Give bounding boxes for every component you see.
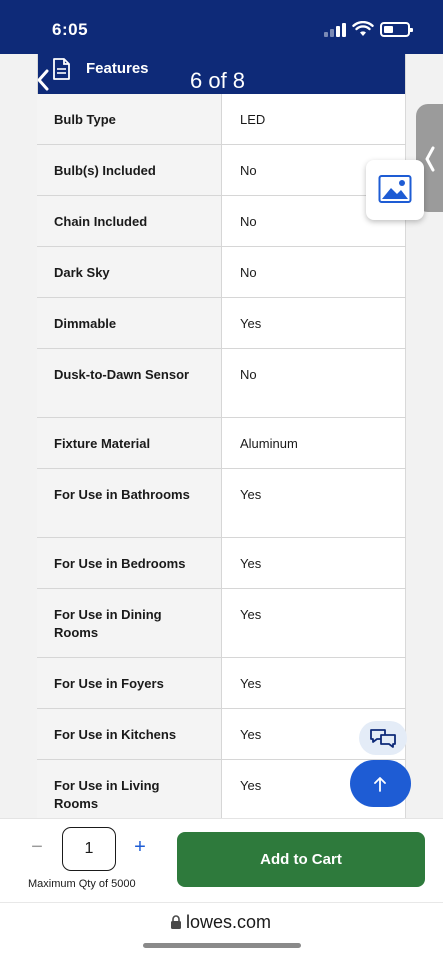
battery-icon bbox=[380, 22, 410, 37]
spec-key: For Use in Foyers bbox=[37, 658, 222, 708]
image-counter: 6 of 8 bbox=[190, 68, 246, 93]
chevron-left-icon[interactable] bbox=[424, 146, 436, 172]
spec-value: Yes bbox=[240, 316, 262, 331]
chat-icon[interactable] bbox=[369, 728, 397, 748]
table-row bbox=[37, 196, 406, 247]
table-row bbox=[37, 145, 406, 196]
document-icon bbox=[52, 58, 70, 80]
wifi-icon bbox=[352, 21, 374, 37]
spec-value: LED bbox=[240, 112, 266, 127]
spec-value: Yes bbox=[240, 556, 262, 571]
spec-key: Bulb(s) Included bbox=[37, 145, 222, 195]
spec-value: Yes bbox=[240, 778, 262, 793]
quantity-decrement-button[interactable]: − bbox=[31, 836, 43, 858]
image-icon[interactable] bbox=[378, 174, 412, 204]
table-row bbox=[37, 298, 406, 349]
table-row bbox=[37, 94, 406, 145]
table-row bbox=[37, 709, 406, 760]
lock-icon bbox=[170, 915, 182, 929]
table-row bbox=[37, 538, 406, 589]
home-indicator bbox=[143, 943, 301, 948]
status-time: 6:05 bbox=[52, 20, 89, 39]
table-row bbox=[37, 349, 406, 418]
modal-title: Features bbox=[86, 60, 149, 77]
spec-value: No bbox=[240, 367, 257, 382]
spec-key: For Use in Bathrooms bbox=[37, 469, 222, 537]
quantity-increment-button[interactable]: + bbox=[134, 836, 146, 858]
spec-key: For Use in Bedrooms bbox=[37, 538, 222, 588]
spec-key: Dusk-to-Dawn Sensor bbox=[37, 349, 222, 417]
spec-key: Bulb Type bbox=[37, 94, 222, 144]
spec-value: No bbox=[240, 214, 257, 229]
spec-key: Dark Sky bbox=[37, 247, 222, 297]
spec-value: Aluminum bbox=[240, 436, 298, 451]
table-row bbox=[37, 418, 406, 469]
spec-value: Yes bbox=[240, 676, 262, 691]
spec-key: For Use in Kitchens bbox=[37, 709, 222, 759]
spec-key: Fixture Material bbox=[37, 418, 222, 468]
table-row bbox=[37, 658, 406, 709]
spec-key: For Use in Dining Rooms bbox=[37, 589, 222, 657]
add-to-cart-button[interactable]: Add to Cart bbox=[177, 832, 425, 887]
max-quantity-label: Maximum Qty of 5000 bbox=[28, 878, 136, 890]
spec-table bbox=[37, 94, 406, 829]
cellular-signal-icon bbox=[324, 23, 346, 37]
spec-key: For Use in Living Rooms bbox=[37, 760, 222, 828]
spec-value: No bbox=[240, 265, 257, 280]
table-row bbox=[37, 469, 406, 538]
table-row bbox=[37, 247, 406, 298]
url-text[interactable]: lowes.com bbox=[186, 912, 272, 932]
arrow-up-icon[interactable] bbox=[370, 774, 390, 794]
spec-value: No bbox=[240, 163, 257, 178]
spec-value: Yes bbox=[240, 727, 262, 742]
table-row bbox=[37, 589, 406, 658]
spec-value: Yes bbox=[240, 607, 262, 622]
back-arrow-icon[interactable] bbox=[36, 68, 50, 92]
spec-key: Chain Included bbox=[37, 196, 222, 246]
spec-value: Yes bbox=[240, 487, 262, 502]
spec-key: Dimmable bbox=[37, 298, 222, 348]
quantity-input[interactable]: 1 bbox=[62, 827, 116, 871]
